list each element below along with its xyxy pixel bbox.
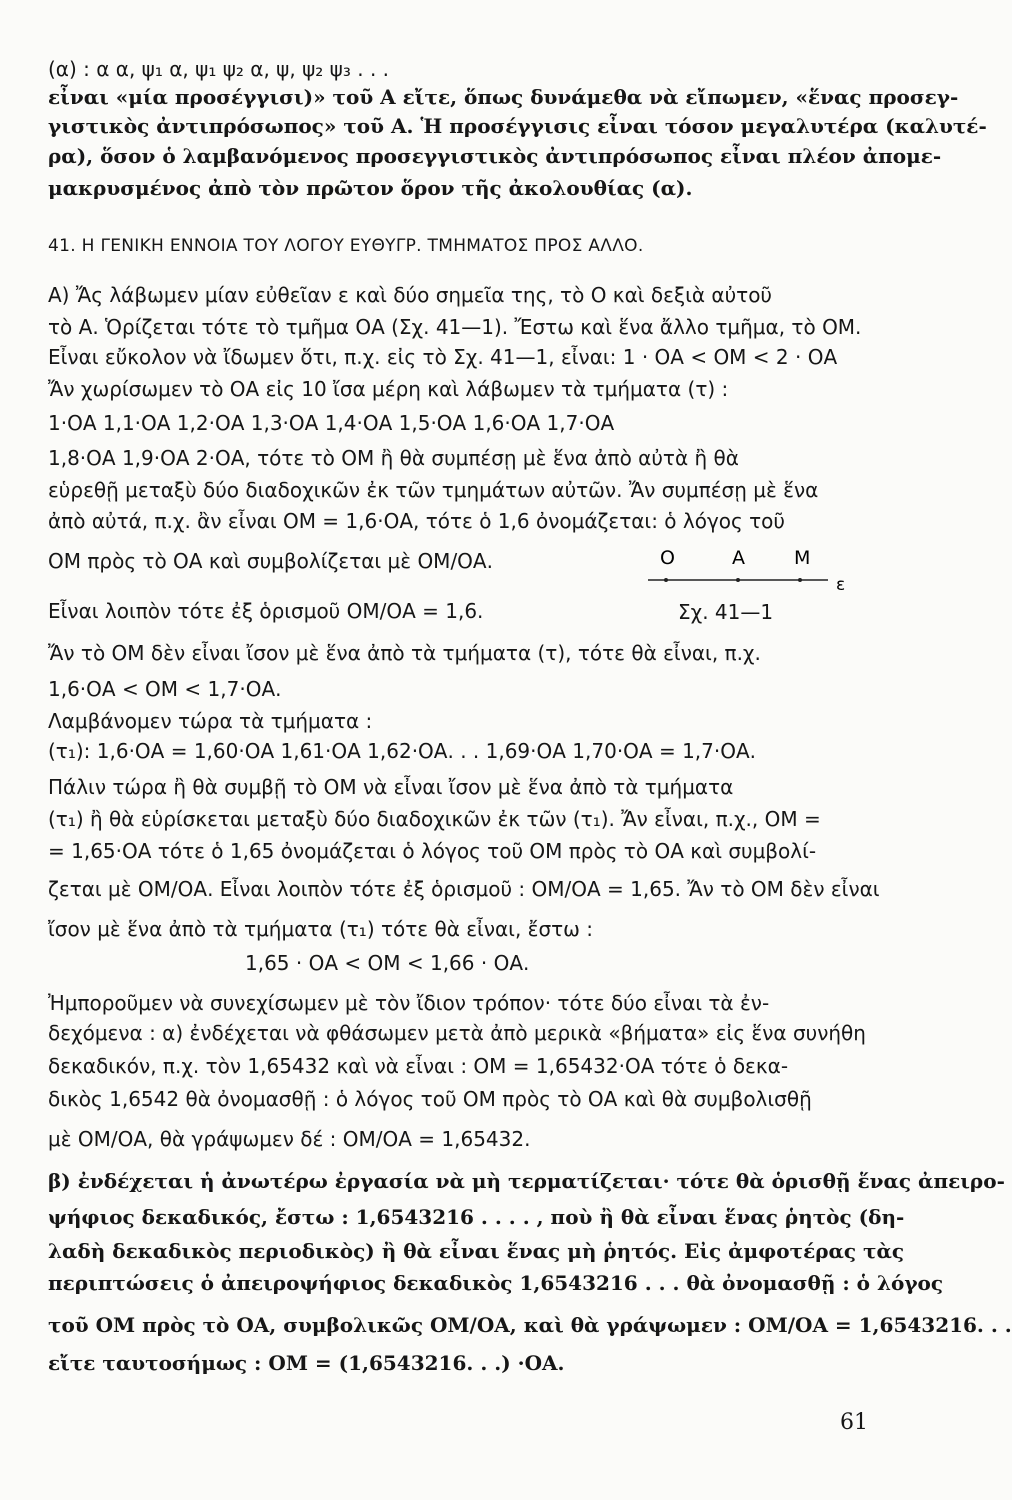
text-line: εὑρεθῇ μεταξὺ δύο διαδοχικῶν ἐκ τῶν τμημάτων αὐτῶν. Ἄν συμπέσῃ μὲ ἕνα bbox=[48, 478, 819, 502]
figure-line-label: ε bbox=[836, 575, 846, 595]
text-line: τοῦ ΟΜ πρὸς τὸ ΟΑ, συμβολικῶς ΟΜ/ΟΑ, καὶ θὰ γράψωμεν : ΟΜ/ΟΑ = 1,6543216. . . bbox=[48, 1313, 1012, 1337]
text-line: 1,65 · ΟΑ < ΟΜ < 1,66 · ΟΑ. bbox=[245, 951, 530, 975]
sequence-line: (α) : α α, ψ₁ α, ψ₁ ψ₂ α, ψ, ψ₂ ψ₃ . . . bbox=[48, 57, 390, 81]
figure-label-a: A bbox=[732, 547, 745, 569]
text-line: Εἶναι λοιπὸν τότε ἐξ ὁρισμοῦ ΟΜ/ΟΑ = 1,6. bbox=[48, 599, 484, 623]
page-number: 61 bbox=[840, 1410, 868, 1435]
text-line: 1·ΟΑ 1,1·ΟΑ 1,2·ΟΑ 1,3·ΟΑ 1,4·ΟΑ 1,5·ΟΑ 1,6·ΟΑ 1,7·ΟΑ bbox=[48, 411, 615, 435]
figure-41-1 bbox=[648, 540, 848, 600]
text-line: Ἄν χωρίσωμεν τὸ ΟΑ εἰς 10 ἴσα μέρη καὶ λάβωμεν τὰ τμήματα (τ) : bbox=[48, 377, 729, 401]
text-line: ψήφιος δεκαδικός, ἔστω : 1,6543216 . . . . , ποὺ ἢ θὰ εἶναι ἕνας ῥητὸς (δη- bbox=[48, 1205, 905, 1229]
figure-caption: Σχ. 41—1 bbox=[678, 600, 774, 624]
text-line: (τ₁) ἢ θὰ εὑρίσκεται μεταξὺ δύο διαδοχικῶν ἐκ τῶν (τ₁). Ἄν εἶναι, π.χ., ΟΜ = bbox=[48, 807, 821, 831]
section-number: 41. bbox=[48, 236, 76, 256]
text-line: ΟΜ πρὸς τὸ ΟΑ καὶ συμβολίζεται μὲ ΟΜ/ΟΑ. bbox=[48, 549, 493, 573]
figure-point-a bbox=[736, 578, 740, 582]
text-line: περιπτώσεις ὁ ἀπειροψήφιος δεκαδικὸς 1,6543216 . . . θὰ ὀνομασθῇ : ὁ λόγος bbox=[48, 1271, 944, 1295]
text-line: λαδὴ δεκαδικὸς περιοδικὸς) ἢ θὰ εἶναι ἕνας μὴ ῥητός. Εἰς ἀμφοτέρας τὰς bbox=[48, 1239, 905, 1263]
section-heading bbox=[48, 236, 903, 256]
text-line: μὲ ΟΜ/ΟΑ, θὰ γράψωμεν δέ : ΟΜ/ΟΑ = 1,65432. bbox=[48, 1127, 531, 1151]
text-line: Πάλιν τώρα ἢ θὰ συμβῇ τὸ ΟΜ νὰ εἶναι ἴσον μὲ ἕνα ἀπὸ τὰ τμήματα bbox=[48, 775, 734, 799]
text-line: (τ₁): 1,6·ΟΑ = 1,60·ΟΑ 1,61·ΟΑ 1,62·ΟΑ. . . 1,69·ΟΑ 1,70·ΟΑ = 1,7·ΟΑ. bbox=[48, 739, 757, 763]
text-line: εἶναι «μία προσέγγισι)» τοῦ Α εἴτε, ὅπως δυνάμεθα νὰ εἴπωμεν, «ἕνας προσεγ- bbox=[48, 85, 959, 109]
figure-label-o: O bbox=[660, 547, 675, 569]
text-line: γιστικὸς ἀντιπρόσωπος» τοῦ Α. Ἡ προσέγγισις εἶναι τόσον μεγαλυτέρα (καλυτέ- bbox=[48, 114, 987, 138]
text-line: δικὸς 1,6542 θὰ ὀνομασθῇ : ὁ λόγος τοῦ ΟΜ πρὸς τὸ ΟΑ καὶ θὰ συμβολισθῇ bbox=[48, 1087, 812, 1111]
section-title: Η ΓΕΝΙΚΗ ΕΝΝΟΙΑ ΤΟΥ ΛΟΓΟΥ ΕΥΘΥΓΡ. ΤΜΗΜΑΤΟΣ ΠΡΟΣ ΑΛΛΟ. bbox=[81, 236, 644, 256]
figure-label-m: M bbox=[794, 547, 811, 569]
text-line: μακρυσμένος ἀπὸ τὸν πρῶτον ὅρον τῆς ἀκολουθίας (α). bbox=[48, 176, 693, 200]
text-line: Εἶναι εὔκολον νὰ ἴδωμεν ὅτι, π.χ. εἰς τὸ Σχ. 41—1, εἶναι: 1 · ΟΑ < ΟΜ < 2 · ΟΑ bbox=[48, 345, 838, 369]
text-line: 1,6·ΟΑ < ΟΜ < 1,7·ΟΑ. bbox=[48, 677, 282, 701]
text-line: τὸ Α. Ὁρίζεται τότε τὸ τμῆμα ΟΑ (Σχ. 41—1). Ἔστω καὶ ἕνα ἄλλο τμῆμα, τὸ ΟΜ. bbox=[48, 315, 862, 339]
text-line: δεκαδικόν, π.χ. τὸν 1,65432 καὶ νὰ εἶναι : ΟΜ = 1,65432·ΟΑ τότε ὁ δεκα- bbox=[48, 1054, 789, 1078]
figure-point-m bbox=[798, 578, 802, 582]
text-line: ρα), ὅσον ὁ λαμβανόμενος προσεγγιστικὸς ἀντιπρόσωπος εἶναι πλέον ἀπομε- bbox=[48, 144, 942, 168]
text-line: 1,8·ΟΑ 1,9·ΟΑ 2·ΟΑ, τότε τὸ ΟΜ ἢ θὰ συμπέσῃ μὲ ἕνα ἀπὸ αὐτὰ ἢ θὰ bbox=[48, 446, 739, 470]
figure-point-o bbox=[664, 578, 668, 582]
text-line: εἴτε ταυτοσήμως : ΟΜ = (1,6543216. . .) ·ΟΑ. bbox=[48, 1351, 565, 1375]
text-line: Ἠμποροῦμεν νὰ συνεχίσωμεν μὲ τὸν ἴδιον τρόπον· τότε δύο εἶναι τὰ ἐν- bbox=[48, 991, 770, 1015]
text-line: δεχόμενα : α) ἐνδέχεται νὰ φθάσωμεν μετὰ ἀπὸ μερικὰ «βήματα» εἰς ἕνα συνήθη bbox=[48, 1021, 866, 1045]
text-line: Ἄν τὸ ΟΜ δὲν εἶναι ἴσον μὲ ἕνα ἀπὸ τὰ τμήματα (τ), τότε θὰ εἶναι, π.χ. bbox=[48, 641, 761, 665]
text-line: β) ἐνδέχεται ἡ ἀνωτέρω ἐργασία νὰ μὴ τερματίζεται· τότε θὰ ὁρισθῇ ἕνας ἀπειρο- bbox=[48, 1169, 1005, 1193]
text-line: Λαμβάνομεν τώρα τὰ τμήματα : bbox=[48, 709, 373, 733]
text-line: Α) Ἄς λάβωμεν μίαν εὐθεῖαν ε καὶ δύο σημεῖα της, τὸ Ο καὶ δεξιὰ αὐτοῦ bbox=[48, 283, 773, 307]
text-line: ζεται μὲ ΟΜ/ΟΑ. Εἶναι λοιπὸν τότε ἐξ ὁρισμοῦ : ΟΜ/ΟΑ = 1,65. Ἄν τὸ ΟΜ δὲν εἶναι bbox=[48, 877, 880, 901]
text-line: = 1,65·ΟΑ τότε ὁ 1,65 ὀνομάζεται ὁ λόγος τοῦ ΟΜ πρὸς τὸ ΟΑ καὶ συμβολί- bbox=[48, 839, 817, 863]
text-line: ἴσον μὲ ἕνα ἀπὸ τὰ τμήματα (τ₁) τότε θὰ εἶναι, ἔστω : bbox=[48, 917, 594, 941]
text-line: ἀπὸ αὐτά, π.χ. ἂν εἶναι ΟΜ = 1,6·ΟΑ, τότε ὁ 1,6 ὀνομάζεται: ὁ λόγος τοῦ bbox=[48, 509, 785, 533]
